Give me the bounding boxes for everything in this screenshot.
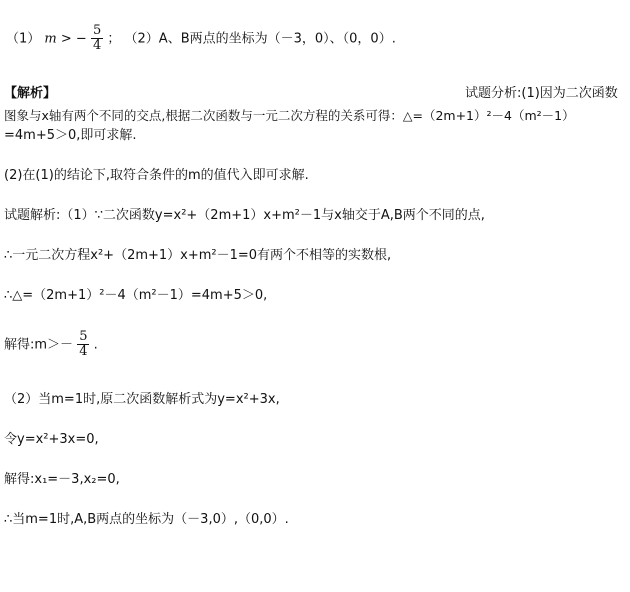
analysis-line-2: 图象与x轴有两个不同的交点,根据二次函数与一元二次方程的关系可得：△=（2m+1）²－4（m²－1）: [4, 108, 575, 123]
answer-gt: > −: [60, 31, 91, 47]
answer-fraction: [91, 24, 103, 54]
solution-line-7: 解得:x₁=－3,x₂=0,: [4, 472, 120, 487]
answer-semicolon: ；: [107, 31, 121, 47]
solution-line-1: 试题解析:（1）∵二次函数y=x²+（2m+1）x+m²－1与x轴交于A,B两个不同的点,: [4, 208, 485, 223]
solution-line-6: 令y=x²+3x=0,: [4, 432, 99, 447]
solution-line-8: ∴当m=1时,A,B两点的坐标为（－3,0）,（0,0）.: [4, 512, 289, 527]
solution-line-2: ∴一元二次方程x²+（2m+1）x+m²－1=0有两个不相等的实数根,: [4, 248, 392, 263]
answer-line: [6, 24, 396, 54]
answer-part2: （2）A、B两点的坐标为（－3，0）、（0，0）.: [124, 31, 396, 47]
answer-part1-label: （1）: [6, 31, 41, 47]
solution-line-3: ∴△=（2m+1）²－4（m²－1）=4m+5＞0,: [4, 288, 268, 303]
answer-frac-num: 5: [92, 23, 102, 38]
solution-fraction: [77, 330, 89, 360]
solution-frac-num: 5: [79, 329, 88, 344]
solution-line-5: （2）当m=1时,原二次函数解析式为y=x²+3x,: [4, 392, 280, 407]
analysis-line-3: =4m+5＞0,即可求解.: [4, 128, 137, 143]
jiexi-label: 【解析】: [4, 86, 57, 101]
answer-m: m: [44, 31, 57, 47]
solution-line-4: [4, 330, 98, 360]
answer-frac-den: 4: [92, 38, 102, 54]
analysis-line-4: (2)在(1)的结论下,取符合条件的m的值代入即可求解.: [4, 168, 309, 183]
solution-line-4-suffix: .: [93, 337, 98, 353]
solution-line-4-prefix: 解得:m＞－: [4, 337, 74, 353]
analysis-head: 试题分析:(1)因为二次函数: [465, 86, 618, 101]
solution-frac-den: 4: [79, 344, 88, 360]
